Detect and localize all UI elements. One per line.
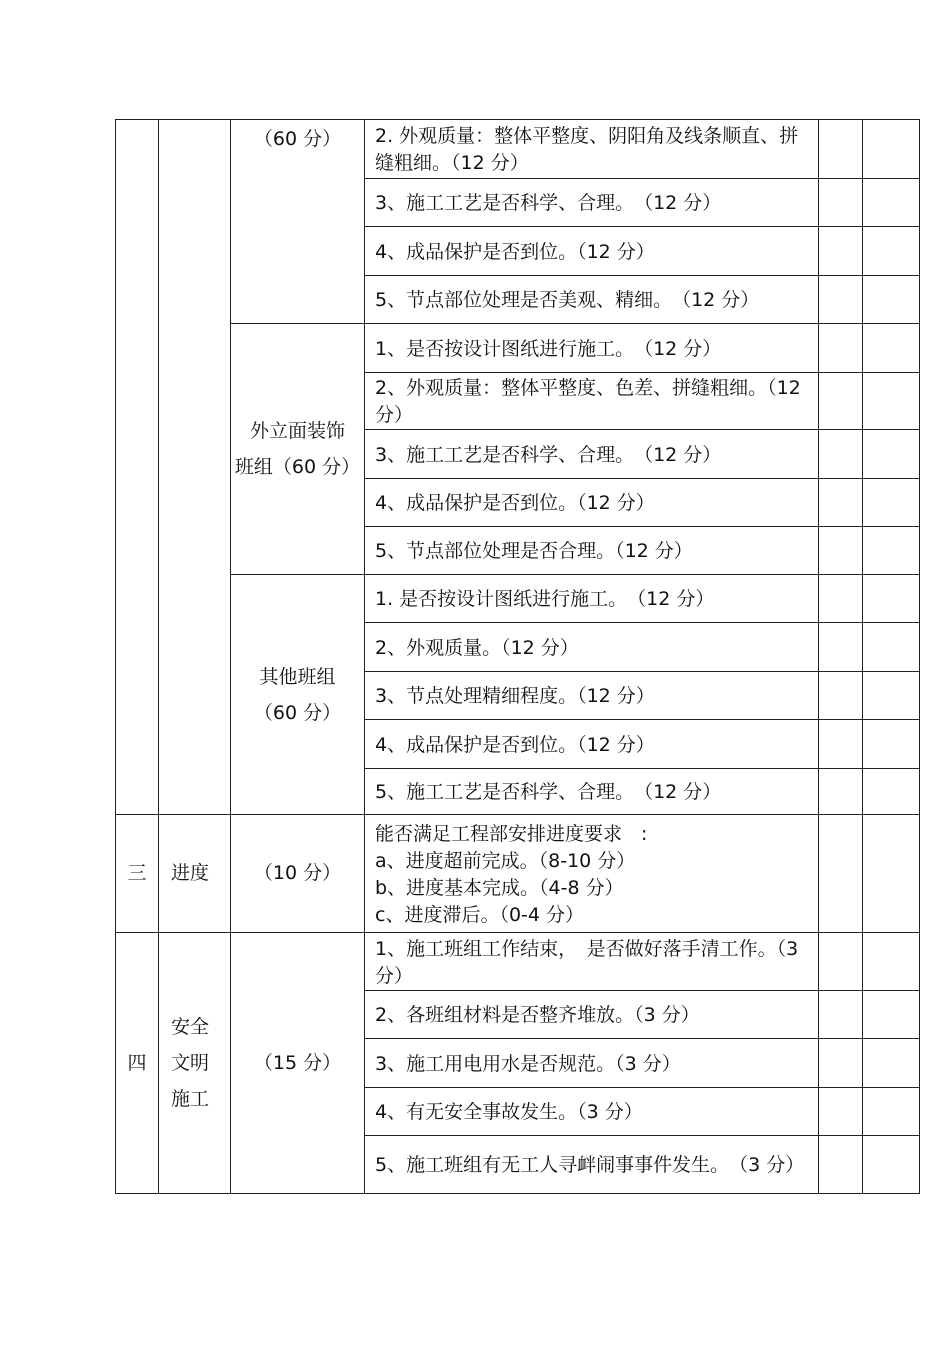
evaluation-table (115, 119, 920, 1194)
score-input-cell[interactable] (819, 720, 863, 769)
progress-line: 能否满足工程部安排进度要求 : (375, 822, 648, 845)
item-cell: 5、施工工艺是否科学、合理。 （12 分） (365, 769, 819, 815)
section-index: 四 (116, 933, 159, 1194)
category-line: 文明 (171, 1052, 210, 1074)
section-index: 三 (116, 815, 159, 933)
score-input-cell[interactable] (819, 479, 863, 527)
remark-input-cell[interactable] (863, 575, 920, 623)
category-cell (159, 120, 231, 815)
item-cell: 3、施工用电用水是否规范。（3 分） (365, 1039, 819, 1088)
remark-input-cell[interactable] (863, 933, 920, 991)
section-score: （10 分） (231, 815, 365, 933)
score-input-cell[interactable] (819, 120, 863, 179)
item-cell: 4、成品保护是否到位。（12 分） (365, 720, 819, 769)
score-input-cell[interactable] (819, 373, 863, 430)
item-cell: 5、施工班组有无工人寻衅闹事事件发生。 （3 分） (365, 1136, 819, 1194)
score-input-cell[interactable] (819, 991, 863, 1039)
score-input-cell[interactable] (819, 430, 863, 479)
remark-input-cell[interactable] (863, 227, 920, 276)
progress-line: c、进度滞后。（0-4 分） (375, 903, 585, 926)
item-cell: 3、节点处理精细程度。（12 分） (365, 672, 819, 720)
remark-input-cell[interactable] (863, 991, 920, 1039)
item-cell (365, 815, 819, 933)
item-cell: 1、施工班组工作结束， 是否做好落手清工作。（3 分） (365, 933, 819, 991)
category-line: 施工 (171, 1088, 210, 1110)
section-category: 进度 (159, 815, 231, 933)
group-name-line: 班组（60 分） (234, 456, 361, 478)
item-cell: 4、成品保护是否到位。（12 分） (365, 479, 819, 527)
remark-input-cell[interactable] (863, 276, 920, 324)
group-name-cell (231, 120, 365, 324)
score-input-cell[interactable] (819, 672, 863, 720)
score-input-cell[interactable] (819, 179, 863, 227)
table-row (116, 120, 920, 179)
item-cell: 2、外观质量：整体平整度、色差、拼缝粗细。（12 分） (365, 373, 819, 430)
item-cell: 2、外观质量。（12 分） (365, 623, 819, 672)
section-category-cell (159, 933, 231, 1194)
item-cell: 5、节点部位处理是否美观、精细。 （12 分） (365, 276, 819, 324)
table-row (116, 933, 920, 991)
section-score: （15 分） (231, 933, 365, 1194)
score-input-cell[interactable] (819, 1088, 863, 1136)
item-cell: 5、节点部位处理是否合理。（12 分） (365, 527, 819, 575)
group-name-line: 其他班组 (259, 665, 336, 688)
table-row (116, 815, 920, 933)
score-input-cell[interactable] (819, 575, 863, 623)
score-input-cell[interactable] (819, 527, 863, 575)
item-cell: 3、施工工艺是否科学、合理。 （12 分） (365, 430, 819, 479)
table-row (116, 575, 920, 623)
remark-input-cell[interactable] (863, 324, 920, 373)
progress-line: b、进度基本完成。（4-8 分） (375, 876, 624, 899)
group-name: （60 分） (253, 128, 342, 150)
category-line: 安全 (171, 1016, 210, 1038)
score-input-cell[interactable] (819, 933, 863, 991)
score-input-cell[interactable] (819, 815, 863, 933)
remark-input-cell[interactable] (863, 120, 920, 179)
score-input-cell[interactable] (819, 276, 863, 324)
score-input-cell[interactable] (819, 1039, 863, 1088)
item-cell: 3、施工工艺是否科学、合理。 （12 分） (365, 179, 819, 227)
remark-input-cell[interactable] (863, 1039, 920, 1088)
progress-line: a、进度超前完成。（8-10 分） (375, 849, 636, 872)
item-cell: 1、是否按设计图纸进行施工。 （12 分） (365, 324, 819, 373)
score-input-cell[interactable] (819, 1136, 863, 1194)
remark-input-cell[interactable] (863, 373, 920, 430)
remark-input-cell[interactable] (863, 179, 920, 227)
group-name-line: （60 分） (253, 701, 342, 724)
remark-input-cell[interactable] (863, 479, 920, 527)
remark-input-cell[interactable] (863, 769, 920, 815)
remark-input-cell[interactable] (863, 527, 920, 575)
remark-input-cell[interactable] (863, 623, 920, 672)
remark-input-cell[interactable] (863, 720, 920, 769)
group-name-cell (231, 575, 365, 815)
index-cell (116, 120, 159, 815)
group-name-cell (231, 324, 365, 575)
remark-input-cell[interactable] (863, 672, 920, 720)
item-cell: 4、有无安全事故发生。（3 分） (365, 1088, 819, 1136)
item-cell: 1. 是否按设计图纸进行施工。 （12 分） (365, 575, 819, 623)
score-input-cell[interactable] (819, 769, 863, 815)
item-cell: 2、各班组材料是否整齐堆放。（3 分） (365, 991, 819, 1039)
item-cell: 4、成品保护是否到位。（12 分） (365, 227, 819, 276)
group-name-line: 外立面装饰 (249, 420, 345, 442)
score-input-cell[interactable] (819, 623, 863, 672)
remark-input-cell[interactable] (863, 1088, 920, 1136)
item-cell: 2. 外观质量：整体平整度、阴阳角及线条顺直、拼缝粗细。（12 分） (365, 120, 819, 179)
score-input-cell[interactable] (819, 324, 863, 373)
table-row (116, 324, 920, 373)
remark-input-cell[interactable] (863, 430, 920, 479)
remark-input-cell[interactable] (863, 1136, 920, 1194)
score-input-cell[interactable] (819, 227, 863, 276)
remark-input-cell[interactable] (863, 815, 920, 933)
